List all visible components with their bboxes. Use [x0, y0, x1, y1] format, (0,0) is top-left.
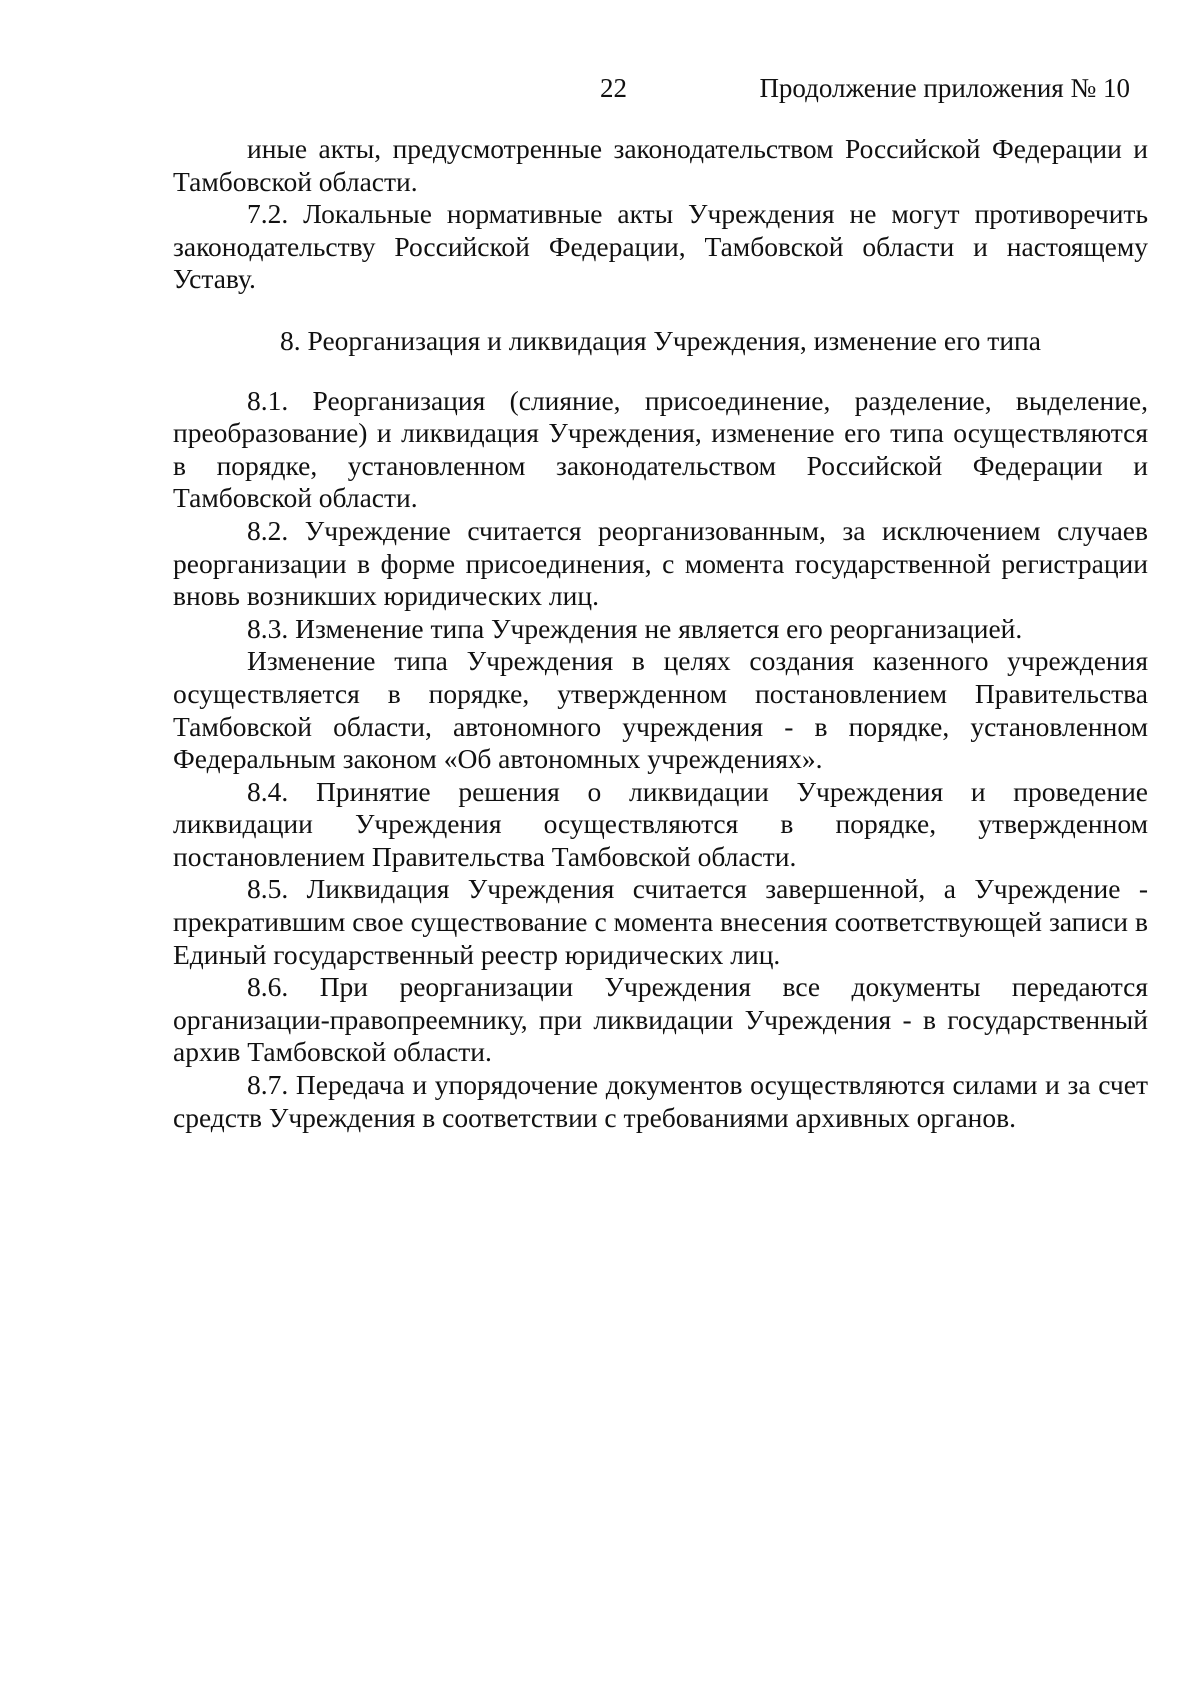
page-number: 22: [600, 73, 627, 103]
paragraph-8-4: 8.4. Принятие решения о ликвидации Учреждения и проведение ликвидации Учреждения осуществляются в порядке, утвержденном постановлением Правительства Тамбовской области.: [173, 775, 1148, 872]
page-header: [0, 70, 1200, 110]
paragraph-8-1: 8.1. Реорганизация (слияние, присоединение, разделение, выделение, преобразование) и ликвидация Учреждения, изменение его типа осуществляются в порядке, установленном законодательством Российской Федерации и Тамбовской области.: [173, 384, 1148, 514]
paragraph-8-7: 8.7. Передача и упорядочение документов осуществляются силами и за счет средств Учреждения в соответствии с требованиями архивных органов.: [173, 1069, 1148, 1133]
appendix-continuation-note: Продолжение приложения № 10: [759, 73, 1130, 103]
paragraph-7-1-continuation: иные акты, предусмотренные законодательством Российской Федерации и Тамбовской области.: [173, 133, 1148, 197]
paragraph-7-2: 7.2. Локальные нормативные акты Учреждения не могут противоречить законодательству Российской Федерации, Тамбовской области и настоящему Уставу.: [173, 198, 1148, 295]
paragraph-8-2: 8.2. Учреждение считается реорганизованным, за исключением случаев реорганизации в форме присоединения, с момента государственной регистрации вновь возникших юридических лиц.: [173, 514, 1148, 612]
paragraph-8-3: 8.3. Изменение типа Учреждения не является его реорганизацией.: [247, 612, 1023, 644]
paragraph-8-5: 8.5. Ликвидация Учреждения считается завершенной, а Учреждение - прекратившим свое существование с момента внесения соответствующей записи в Единый государственный реестр юридических лиц.: [173, 873, 1148, 970]
paragraph-8-6: 8.6. При реорганизации Учреждения все документы передаются организации-правопреемнику, при ликвидации Учреждения - в государственный архив Тамбовской области.: [173, 971, 1148, 1068]
paragraph-8-3-type-change: Изменение типа Учреждения в целях создания казенного учреждения осуществляется в порядке, утвержденном постановлением Правительства Тамбовской области, автономного учреждения - в порядке, установленном Федеральным законом «Об автономных учреждениях».: [173, 645, 1148, 775]
section-heading-8: 8. Реорганизация и ликвидация Учреждения, изменение его типа: [280, 324, 1041, 356]
document-body: [173, 133, 1148, 1134]
